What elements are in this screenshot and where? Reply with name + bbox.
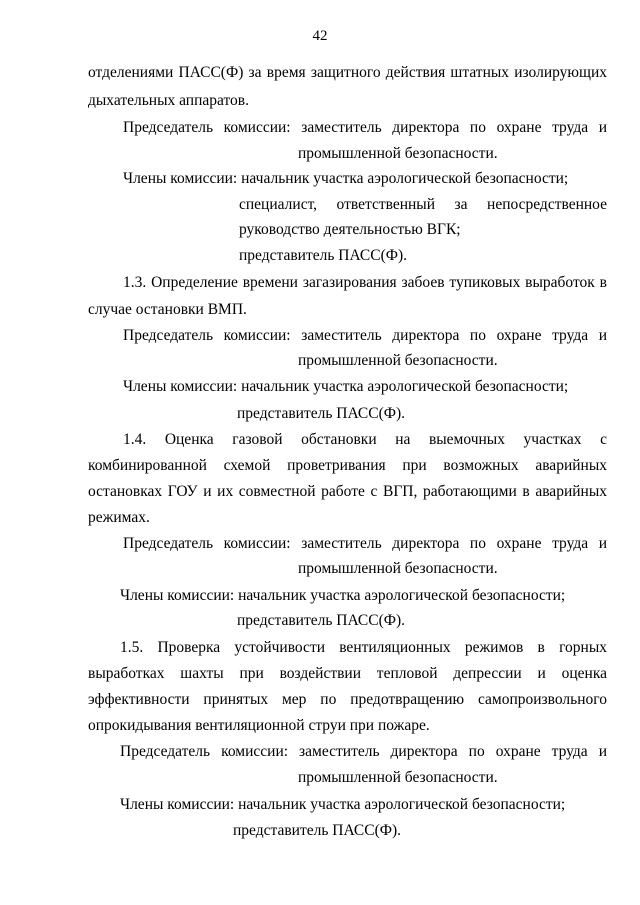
paragraph-line: выработках шахты при воздействии тепловой депрессии и оценка bbox=[88, 665, 607, 682]
chairman-line: Председатель комиссии: заместитель директора по охране труда и bbox=[123, 119, 607, 136]
paragraph-line: режимах. bbox=[88, 509, 150, 526]
chairman-line: промышленной безопасности. bbox=[298, 145, 498, 162]
paragraph-line: случае остановки ВМП. bbox=[88, 301, 247, 318]
members-line: Члены комиссии: начальник участка аэрологической безопасности; bbox=[123, 378, 569, 395]
chairman-line: Председатель комиссии: заместитель директора по охране труда и bbox=[123, 327, 607, 344]
paragraph-line: отделениями ПАСС(Ф) за время защитного действия штатных изолирующих bbox=[88, 64, 607, 81]
section-1-3-title: 1.3. Определение времени загазирования забоев тупиковых выработок в bbox=[123, 274, 607, 291]
members-line: представитель ПАСС(Ф). bbox=[237, 405, 406, 422]
page-number: 42 bbox=[312, 28, 328, 44]
members-line: Члены комиссии: начальник участка аэрологической безопасности; bbox=[120, 587, 566, 604]
paragraph-line: эффективности принятых мер по предотвращению самопроизвольного bbox=[88, 691, 607, 708]
chairman-line: Председатель комиссии: заместитель директора по охране труда и bbox=[123, 535, 607, 552]
section-1-4-title: 1.4. Оценка газовой обстановки на выемочных участках с bbox=[123, 431, 607, 448]
paragraph-line: опрокидывания вентиляционной струи при пожаре. bbox=[88, 717, 430, 734]
chairman-line: промышленной безопасности. bbox=[298, 560, 498, 577]
chairman-line: Председатель комиссии: заместитель директора по охране труда и bbox=[120, 743, 607, 760]
chairman-line: промышленной безопасности. bbox=[298, 769, 498, 786]
paragraph-line: дыхательных аппаратов. bbox=[88, 92, 250, 109]
paragraph-line: остановках ГОУ и их совместной работе с ВГП, работающими в аварийных bbox=[88, 483, 607, 500]
section-1-5-title: 1.5. Проверка устойчивости вентиляционных режимов в горных bbox=[120, 639, 607, 656]
members-line: представитель ПАСС(Ф). bbox=[233, 822, 402, 839]
members-line: Члены комиссии: начальник участка аэрологической безопасности; bbox=[123, 170, 569, 187]
members-line: Члены комиссии: начальник участка аэрологической безопасности; bbox=[120, 796, 566, 813]
members-line: руководство деятельностью ВГК; bbox=[239, 221, 461, 238]
members-line: специалист, ответственный за непосредственное bbox=[239, 196, 607, 213]
members-line: представитель ПАСС(Ф). bbox=[239, 247, 408, 264]
chairman-line: промышленной безопасности. bbox=[298, 352, 498, 369]
paragraph-line: комбинированной схемой проветривания при возможных аварийных bbox=[88, 457, 607, 474]
members-line: представитель ПАСС(Ф). bbox=[237, 612, 406, 629]
